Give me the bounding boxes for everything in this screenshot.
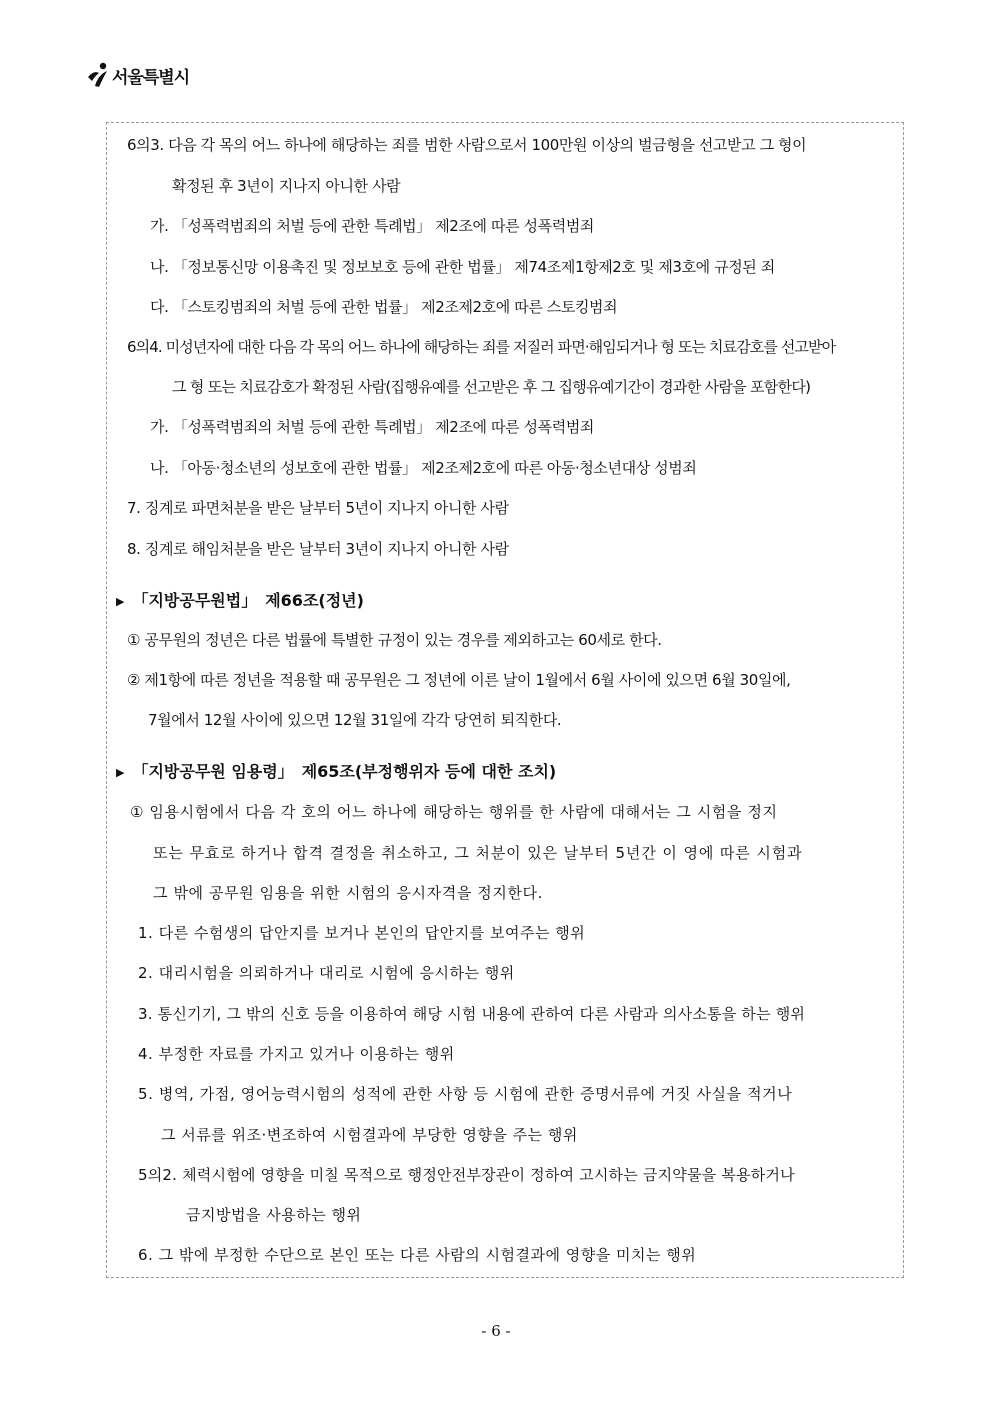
page-number: - 6 - [481,1322,511,1340]
text-line: 5의2. 체력시험에 영향을 미칠 목적으로 행정안전부장관이 정하여 고시하는 금지약물을 복용하거나 [138,1166,795,1184]
section-heading [116,762,556,784]
text-line: 4. 부정한 자료를 가지고 있거나 이용하는 행위 [138,1045,455,1063]
text-line: 확정된 후 3년이 지나지 아니한 사람 [172,177,401,195]
heading-article: 제66조(정년) [265,591,364,610]
text-line: 또는 무효로 하거나 합격 결정을 취소하고, 그 처분이 있은 날부터 5년간 이 영에 따른 시험과 [153,844,803,862]
text-line: ① 임용시험에서 다음 각 호의 어느 하나에 해당하는 행위를 한 사람에 대해서는 그 시험을 정지 [130,803,778,821]
heading-article: 제65조(부정행위자 등에 대한 조치) [301,762,557,781]
text-line: 3. 통신기기, 그 밖의 신호 등을 이용하여 해당 시험 내용에 관하여 다른 사람과 의사소통을 하는 행위 [138,1005,806,1023]
text-line: 6. 그 밖에 부정한 수단으로 본인 또는 다른 사람의 시험결과에 영향을 미치는 행위 [138,1246,697,1264]
text-line: 7월에서 12월 사이에 있으면 12월 31일에 각각 당연히 퇴직한다. [148,711,562,729]
seoul-logo-icon [86,61,110,89]
text-line: 가. 「성폭력범죄의 처벌 등에 관한 특례법」 제2조에 따른 성폭력범죄 [150,217,594,235]
text-line: 8. 징계로 해임처분을 받은 날부터 3년이 지나지 아니한 사람 [127,540,509,558]
text-line: 5. 병역, 가점, 영어능력시험의 성적에 관한 사항 등 시험에 관한 증명서류에 거짓 사실을 적거나 [138,1085,793,1103]
heading-law: 「지방공무원법」 [132,591,258,610]
text-line: 나. 「정보통신망 이용촉진 및 정보보호 등에 관한 법률」 제74조제1항제2호 및 제3호에 규정된 죄 [150,258,775,276]
section-heading [116,591,364,613]
text-line: 다. 「스토킹범죄의 처벌 등에 관한 법률」 제2조제2호에 따른 스토킹범죄 [150,298,618,316]
triangle-bullet-icon: ▶ [116,595,125,608]
text-line: ① 공무원의 정년은 다른 법률에 특별한 규정이 있는 경우를 제외하고는 60세로 한다. [127,631,662,649]
triangle-bullet-icon: ▶ [116,766,125,779]
text-line: 금지방법을 사용하는 행위 [186,1206,362,1224]
text-line: 7. 징계로 파면처분을 받은 날부터 5년이 지나지 아니한 사람 [127,499,509,517]
text-line: 6의3. 다음 각 목의 어느 하나에 해당하는 죄를 범한 사람으로서 100만원 이상의 벌금형을 선고받고 그 형이 [127,136,807,154]
text-line: 1. 다른 수험생의 답안지를 보거나 본인의 답안지를 보여주는 행위 [138,924,586,942]
text-line: ② 제1항에 따른 정년을 적용할 때 공무원은 그 정년에 이른 날이 1월에서 6월 사이에 있으면 6월 30일에, [127,671,791,689]
text-line: 6의4. 미성년자에 대한 다음 각 목의 어느 하나에 해당하는 죄를 저질러 파면·해임되거나 형 또는 치료감호를 선고받아 [127,338,836,356]
logo-text: 서울특별시 [112,67,190,88]
text-line: 나. 「아동·청소년의 성보호에 관한 법률」 제2조제2호에 따른 아동·청소년대상 성범죄 [150,459,697,477]
heading-law: 「지방공무원 임용령」 [132,762,294,781]
text-line: 2. 대리시험을 의뢰하거나 대리로 시험에 응시하는 행위 [138,964,515,982]
text-line: 그 서류를 위조·변조하여 시험결과에 부당한 영향을 주는 행위 [161,1126,578,1144]
text-line: 그 형 또는 치료감호가 확정된 사람(집행유예를 선고받은 후 그 집행유예기간이 경과한 사람을 포함한다) [172,378,811,396]
text-line: 가. 「성폭력범죄의 처벌 등에 관한 특례법」 제2조에 따른 성폭력범죄 [150,418,594,436]
seoul-logo [86,60,189,90]
content-box [106,122,904,1278]
text-line: 그 밖에 공무원 임용을 위한 시험의 응시자격을 정지한다. [153,884,544,902]
